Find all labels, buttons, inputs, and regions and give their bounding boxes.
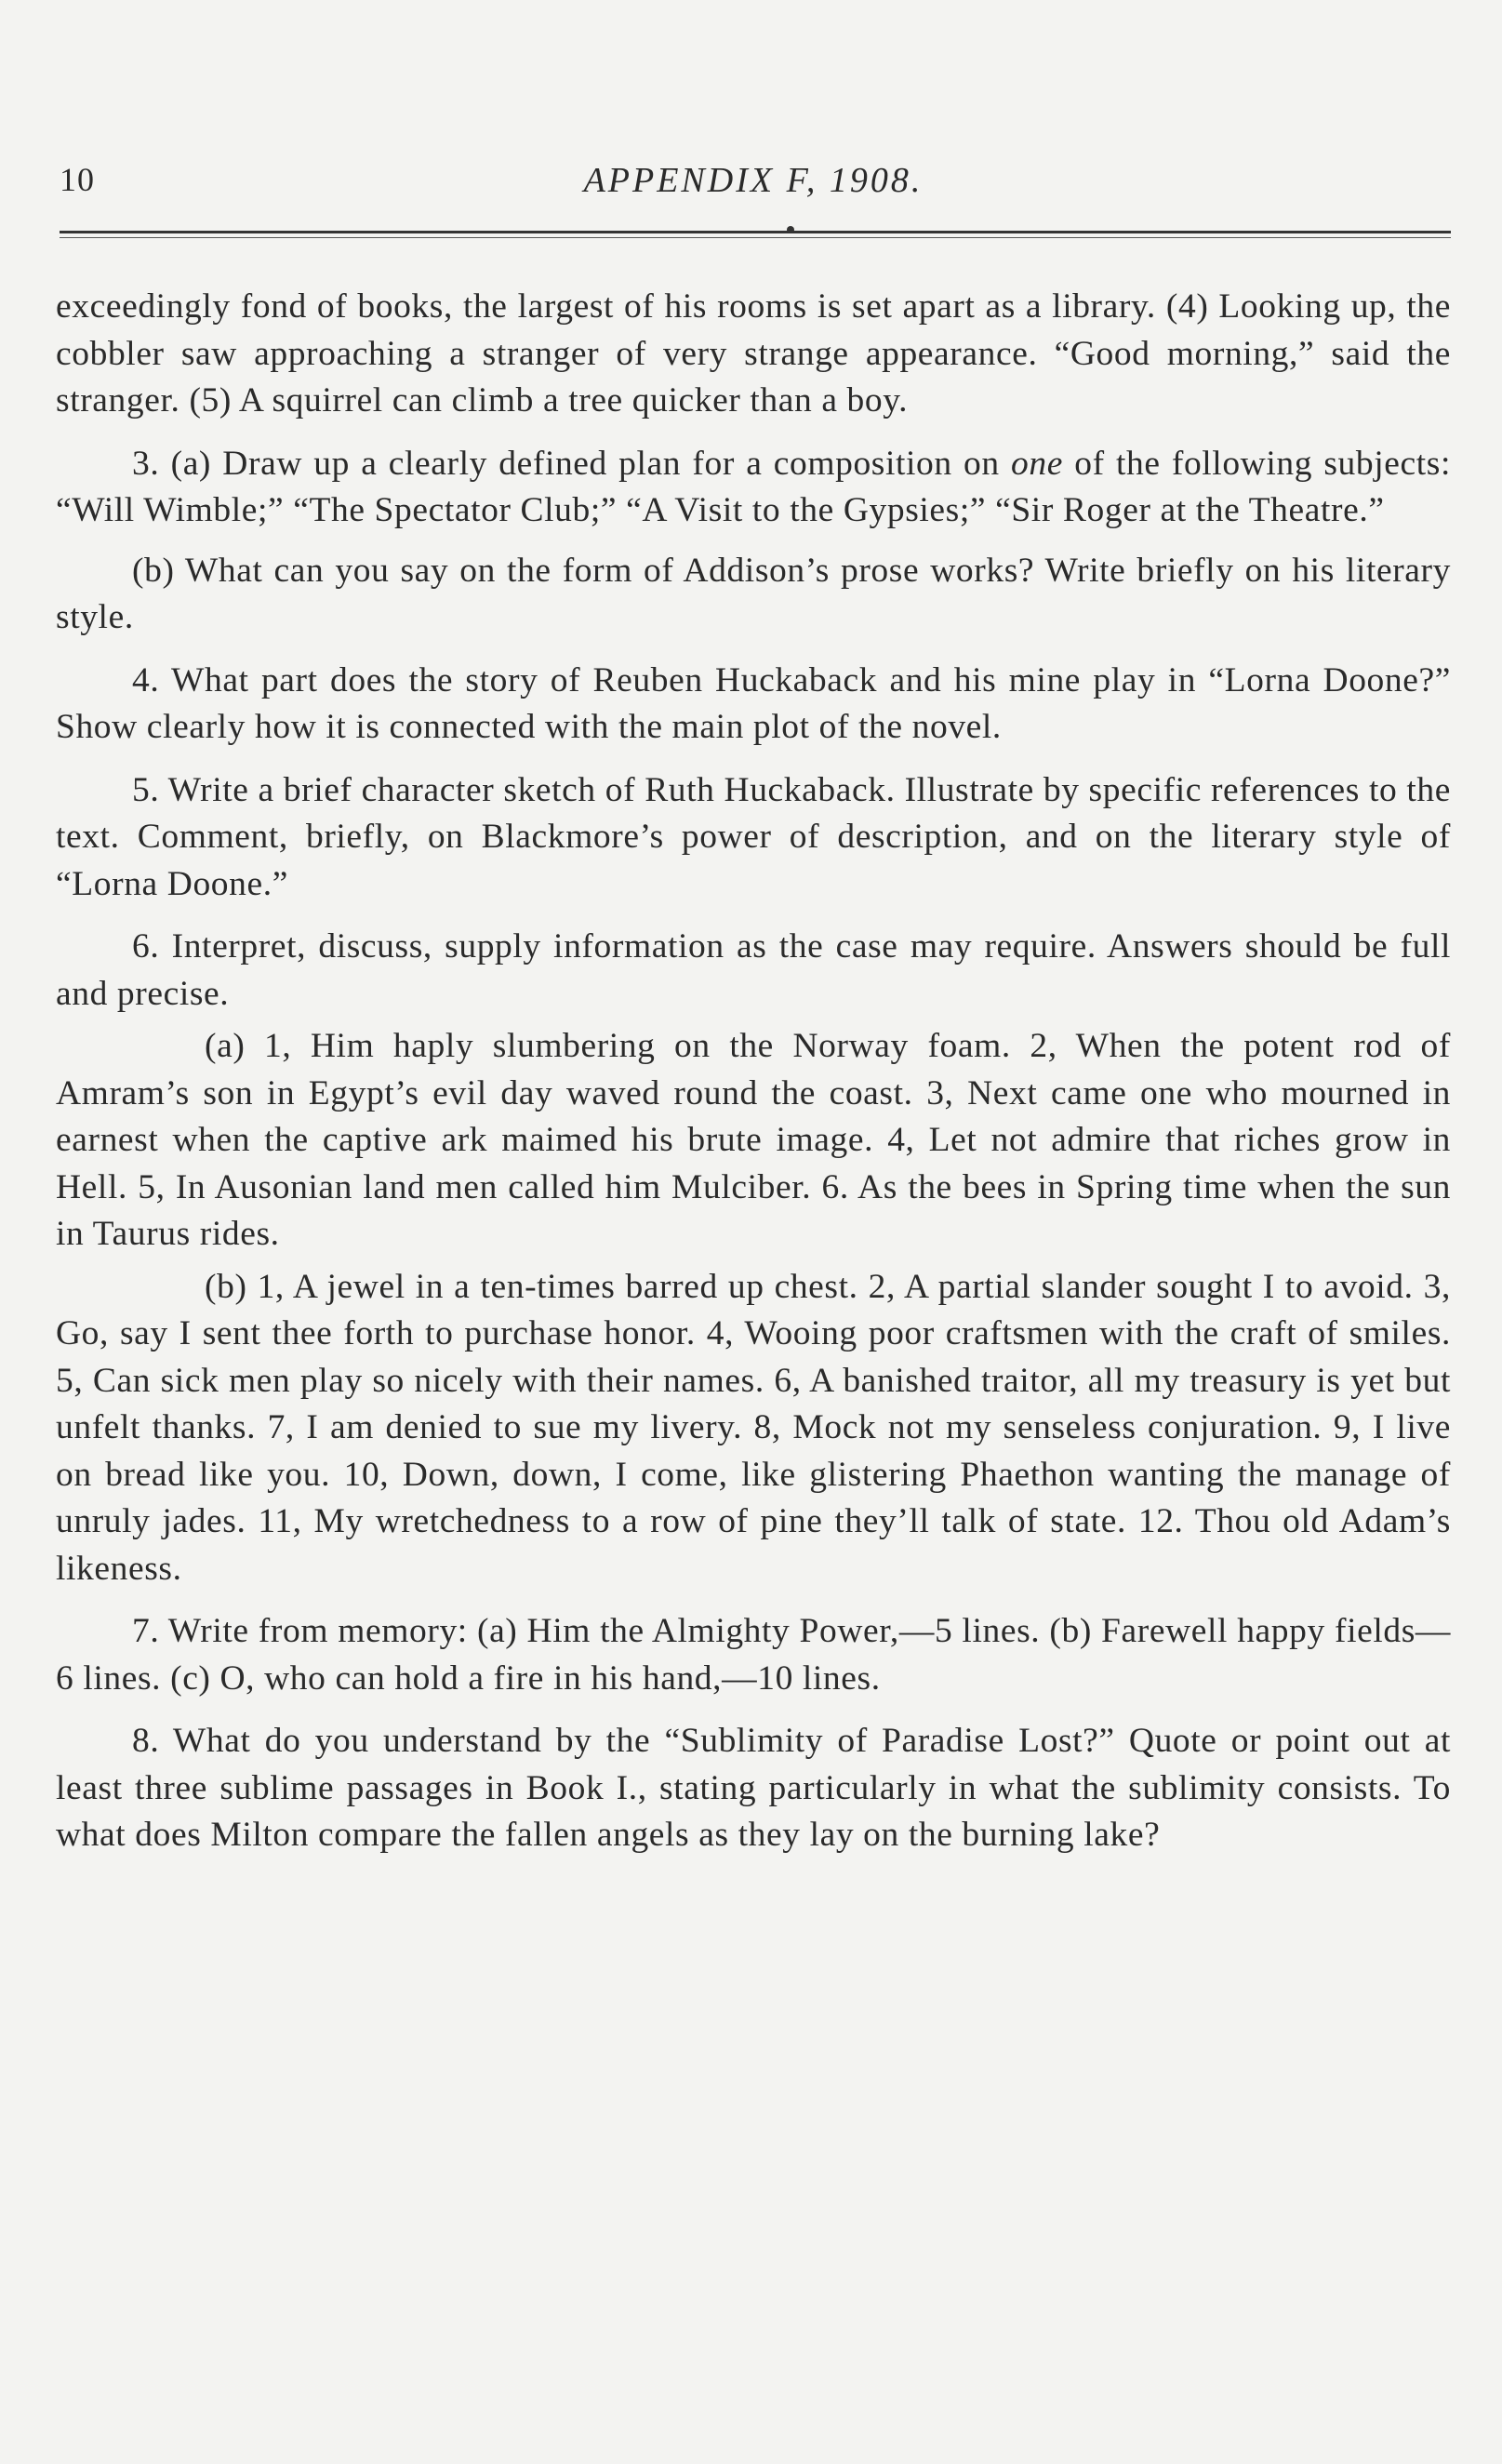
rule-line-thin — [60, 237, 1451, 238]
question-8: 8. What do you understand by the “Sublimity of Paradise Lost?” Quote or point out at least three sublime passages in Book I., stating particularly in what the sublimity consists. To what does Milton compare the fallen angels as they lay on the burning lake? — [56, 1722, 1451, 1854]
rule-line-thick — [60, 231, 1451, 233]
body-text — [56, 284, 1451, 1875]
paragraph-continued: exceedingly fond of books, the largest of his rooms is set apart as a library. (4) Looking up, the cobbler saw approaching a stranger of very strange appearance. “Good morning,” said the stranger. (5) A squirrel can climb a tree quicker than a boy. — [56, 287, 1451, 420]
question-5: 5. Write a brief character sketch of Ruth Huckaback. Illustrate by specific references to the text. Comment, briefly, on Blackmore’s power of description, and on the literary style of “Lorna Doone.” — [56, 770, 1451, 903]
question-4: 4. What part does the story of Reuben Huckaback and his mine play in “Lorna Doone?” Show clearly how it is connected with the main plot of the novel. — [56, 660, 1451, 746]
question-3b: (b) What can you say on the form of Addison’s prose works? Write briefly on his literary style. — [56, 551, 1451, 636]
question-3a-emphasis: one — [1011, 444, 1063, 483]
rule-ornament-dot — [787, 226, 794, 233]
question-3a-text-after: of the following subjects: “Will Wimble;” “The Spectator Club;” “A Visit to the Gypsies;” “Sir Roger at the Theatre.” — [56, 444, 1451, 529]
question-7: 7. Write from memory: (a) Him the Almighty Power,—5 lines. (b) Farewell happy fields—6 lines. (c) O, who can hold a fire in his hand,—10 lines. — [56, 1612, 1451, 1698]
question-3a — [56, 441, 1451, 535]
header-rule — [60, 231, 1451, 240]
page-number: 10 — [60, 161, 95, 198]
page-header — [56, 160, 1451, 206]
question-6a: (a) 1, Him haply slumbering on the Norway foam. 2, When the potent rod of Amram’s son in Egypt’s evil day waved round the coast. 3, Next came one who mourned in earnest when the captive ark maimed his brute image. 4, Let not admire that riches grow in Hell. 5, In Ausonian land men called him Mulciber. 6. As the bees in Spring time when the sun in Taurus rides. — [56, 1027, 1451, 1253]
question-6b: (b) 1, A jewel in a ten-times barred up chest. 2, A partial slander sought I to avoid. 3, Go, say I sent thee forth to purchase honor. 4, Wooing poor craftsmen with the craft of smiles. 5, Can sick men play so nicely with their names. 6, A banished traitor, all my treasury is yet but unfelt thanks. 7, I am denied to sue my livery. 8, Mock not my senseless conjuration. 9, I live on bread like you. 10, Down, down, I come, like glistering Phaethon wanting the manage of unruly jades. 11, My wretchedness to a row of pine they’ll talk of state. 12. Thou old Adam’s likeness. — [56, 1267, 1451, 1588]
question-6: 6. Interpret, discuss, supply information as the case may require. Answers should be full and precise. — [56, 927, 1451, 1013]
question-3a-text-before: 3. (a) Draw up a clearly defined plan for a composition on — [132, 444, 1012, 483]
running-title: APPENDIX F, 1908. — [583, 161, 924, 200]
